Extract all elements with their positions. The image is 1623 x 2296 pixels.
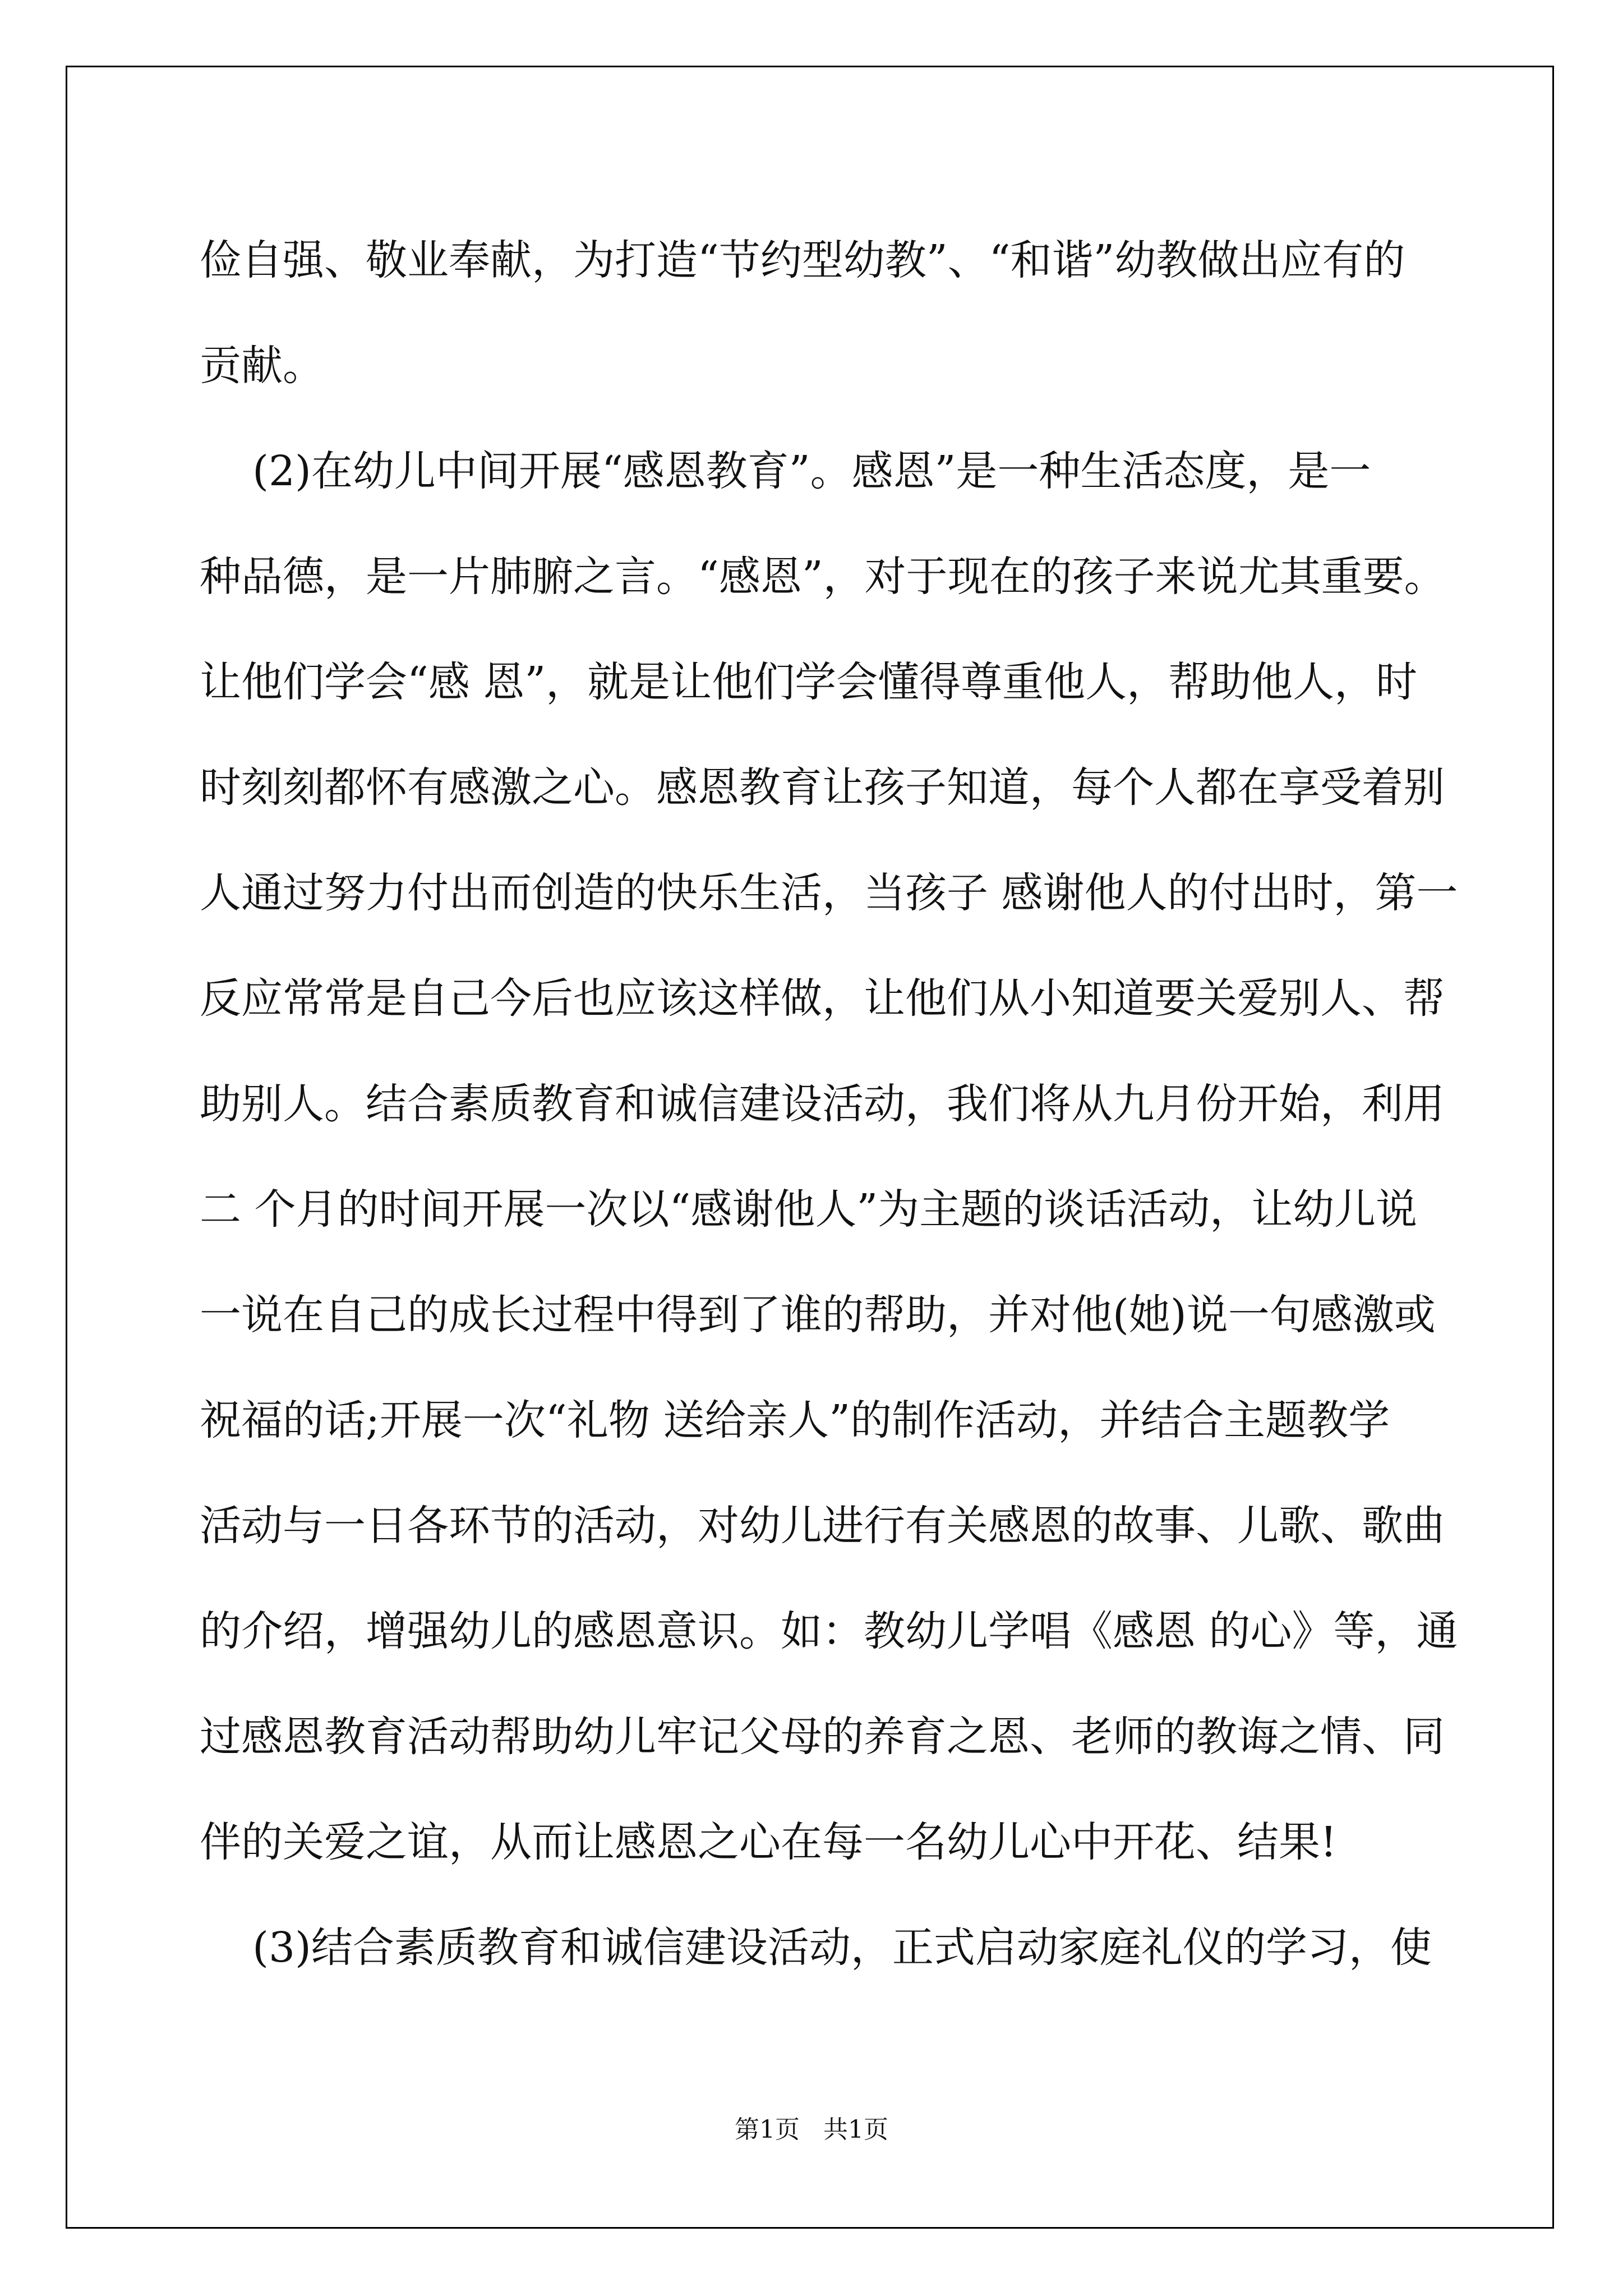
text-line: 人通过努力付出而创造的快乐生活，当孩子 感谢他人的付出时，第一 [200,869,1458,917]
text-line: 贡献。 [200,342,324,390]
text-line: 种品德，是一片肺腑之言。“感恩”，对于现在的孩子来说尤其重要。 [200,553,1446,601]
text-line: 时刻刻都怀有感激之心。感恩教育让孩子知道，每个人都在享受着别 [200,763,1445,812]
text-line: 俭自强、敬业奉献，为打造“节约型幼教”、“和谐”幼教做出应有的 [200,236,1405,284]
text-line: 二 个月的时间开展一次以“感谢他人”为主题的谈话活动，让幼儿说 [200,1185,1418,1234]
page-number-footer: 第1页 共1页 [735,2115,888,2144]
text-line: 让他们学会“感 恩”，就是让他们学会懂得尊重他人，帮助他人，时 [200,658,1418,706]
text-line: 过感恩教育活动帮助幼儿牢记父母的养育之恩、老师的教诲之情、同 [200,1713,1445,1761]
text-line: 一说在自己的成长过程中得到了谁的帮助，并对他(她)说一句感激或 [200,1291,1436,1339]
text-line: 反应常常是自己今后也应该这样做，让他们从小知道要关爱别人、帮 [200,974,1445,1023]
text-line: 活动与一日各环节的活动，对幼儿进行有关感恩的故事、儿歌、歌曲 [200,1502,1445,1550]
text-line: (3)结合素质教育和诚信建设活动，正式启动家庭礼仪的学习，使 [200,1924,1432,1972]
text-line: 伴的关爱之谊，从而让感恩之心在每一名幼儿心中开花、结果! [200,1818,1337,1866]
text-line: 祝福的话;开展一次“礼物 送给亲人”的制作活动，并结合主题教学 [200,1396,1390,1444]
text-line: 的介绍，增强幼儿的感恩意识。如：教幼儿学唱《感恩 的心》等，通 [200,1607,1458,1655]
text-line: (2)在幼儿中间开展“感恩教育”。感恩”是一种生活态度，是一 [200,447,1371,495]
text-line: 助别人。结合素质教育和诚信建设活动，我们将从九月份开始，利用 [200,1080,1445,1128]
document-body [200,208,1458,2000]
